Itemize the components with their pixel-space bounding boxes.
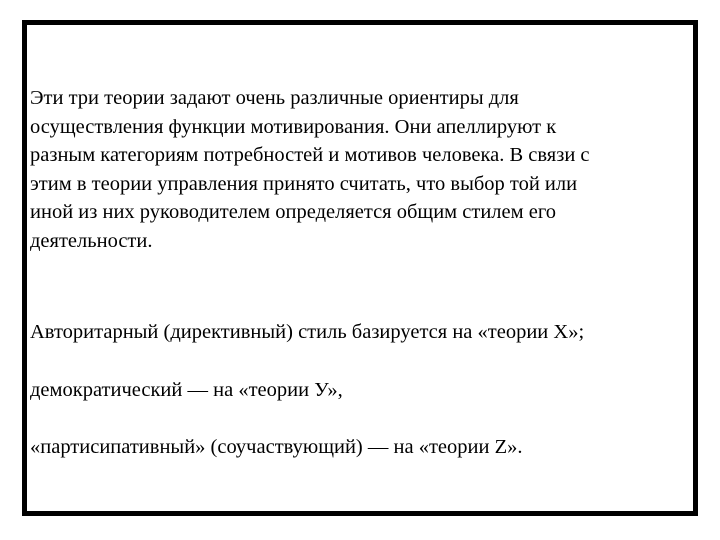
style-x-line: Авторитарный (директивный) стиль базируется на «теории X»; — [30, 321, 585, 343]
intro-paragraph — [30, 84, 590, 255]
paragraph-line: этим в теории управления принято считать, что выбор той или — [30, 172, 578, 195]
style-y-line: демократический — на «теории У», — [30, 379, 343, 401]
paragraph-line: деятельности. — [30, 229, 153, 252]
paragraph-line: иной из них руководителем определяется общим стилем его — [30, 201, 556, 223]
paragraph-line: осуществления функции мотивирования. Они апеллируют к — [30, 115, 557, 138]
style-z-line: «партисипативный» (соучаствующий) — на «теории Z». — [30, 436, 523, 458]
paragraph-line: Эти три теории задают очень различные ориентиры для — [30, 87, 519, 109]
paragraph-line: разным категориям потребностей и мотивов человека. В связи с — [30, 144, 590, 166]
